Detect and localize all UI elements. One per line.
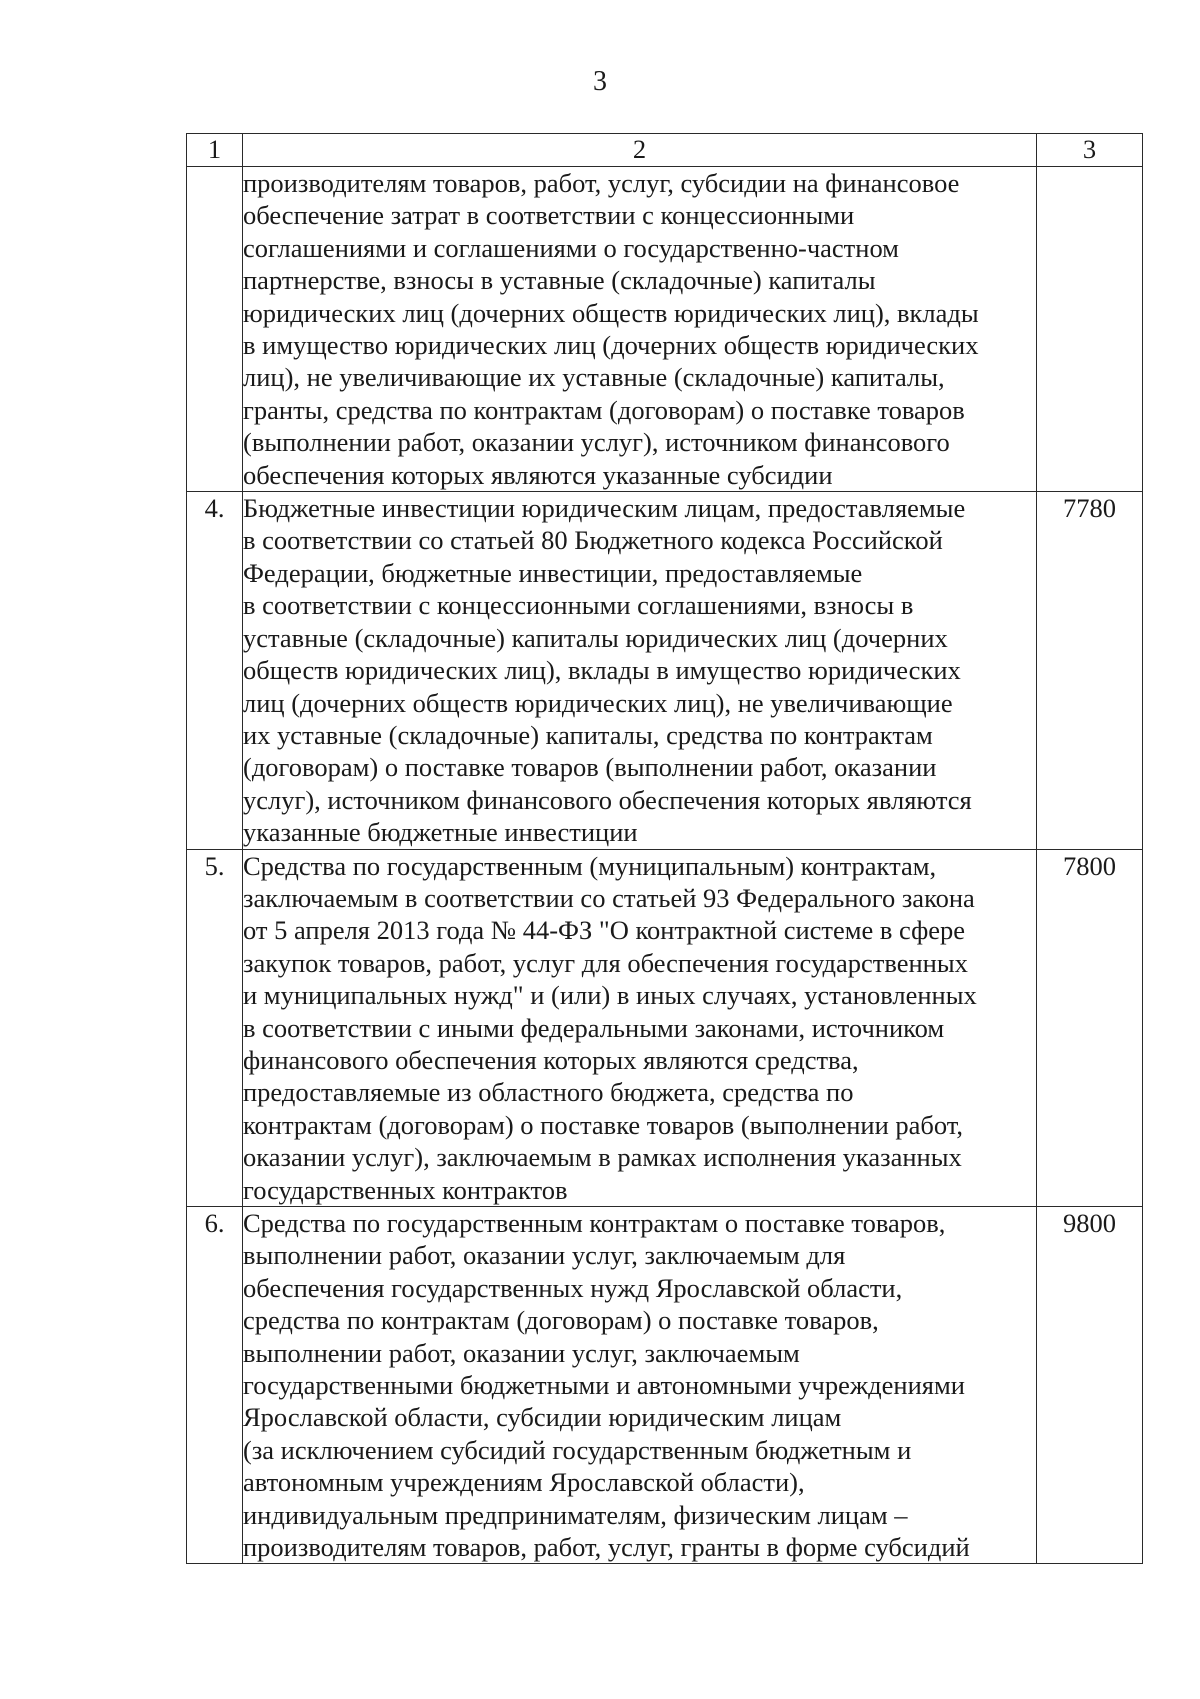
table-row (187, 849, 1143, 1206)
description-line: государственными бюджетными и автономными учреждениями (243, 1370, 965, 1401)
description-line: (выполнении работ, оказании услуг), источником финансового (243, 427, 950, 458)
row-number: 4. (187, 492, 243, 849)
description-line: (за исключением субсидий государственным бюджетным и (243, 1434, 912, 1465)
row-description (243, 1207, 1037, 1564)
description-line: от 5 апреля 2013 года № 44-ФЗ "О контрактной системе в сфере (243, 915, 966, 946)
description-line: указанные бюджетные инвестиции (243, 817, 638, 848)
row-number: 5. (187, 849, 243, 1206)
description-line: контрактам (договорам) о поставке товаров (выполнении работ, (243, 1109, 964, 1140)
description-line: и муниципальных нужд" и (или) в иных случаях, установленных (243, 980, 977, 1011)
description-line: закупок товаров, работ, услуг для обеспечения государственных (243, 947, 968, 978)
description-line: уставные (складочные) капиталы юридических лиц (дочерних (243, 622, 948, 653)
description-line: в соответствии со статьей 80 Бюджетного кодекса Российской (243, 525, 943, 556)
table-header-row (187, 134, 1143, 167)
description-line: лиц (дочерних обществ юридических лиц), не увеличивающие (243, 687, 953, 718)
description-line: государственных контрактов (243, 1174, 568, 1205)
row-code: 7780 (1037, 492, 1143, 849)
page-number: 3 (593, 66, 607, 97)
row-description (243, 167, 1037, 492)
column-header-2: 2 (243, 134, 1037, 167)
description-line: лиц), не увеличивающие их уставные (складочные) капиталы, (243, 362, 945, 393)
description-line: в имущество юридических лиц (дочерних обществ юридических (243, 330, 979, 361)
description-line: услуг), источником финансового обеспечения которых являются (243, 784, 972, 815)
description-line: обеспечения государственных нужд Ярославской области, (243, 1272, 903, 1303)
description-line: Федерации, бюджетные инвестиции, предоставляемые (243, 557, 863, 588)
description-line: партнерстве, взносы в уставные (складочные) капиталы (243, 265, 876, 296)
description-line: их уставные (складочные) капиталы, средства по контрактам (243, 719, 933, 750)
description-line: индивидуальным предпринимателям, физическим лицам – (243, 1499, 908, 1530)
table-row (187, 1207, 1143, 1564)
column-header-1: 1 (187, 134, 243, 167)
description-line: производителям товаров, работ, услуг, гранты в форме субсидий (243, 1532, 970, 1563)
description-line: соглашениями и соглашениями о государственно-частном (243, 232, 899, 263)
description-line: финансового обеспечения которых являются средства, (243, 1044, 859, 1075)
row-description (243, 492, 1037, 849)
row-number: 6. (187, 1207, 243, 1564)
description-line: средства по контрактам (договорам) о поставке товаров, (243, 1305, 879, 1336)
description-line: заключаемым в соответствии со статьей 93 Федерального закона (243, 882, 975, 913)
description-line: обеспечение затрат в соответствии с концессионными (243, 200, 855, 231)
description-line: выполнении работ, оказании услуг, заключаемым для (243, 1240, 846, 1271)
description-line: предоставляемые из областного бюджета, средства по (243, 1077, 854, 1108)
table-body (187, 167, 1143, 1564)
description-line: обеспечения которых являются указанные субсидии (243, 459, 833, 490)
description-line: обществ юридических лиц), вклады в имущество юридических (243, 655, 961, 686)
description-line: Средства по государственным (муниципальным) контрактам, (243, 850, 937, 881)
description-line: автономным учреждениям Ярославской области), (243, 1467, 805, 1498)
row-description (243, 849, 1037, 1206)
description-line: оказании услуг), заключаемым в рамках исполнения указанных (243, 1142, 962, 1173)
description-line: Бюджетные инвестиции юридическим лицам, предоставляемые (243, 493, 966, 524)
description-line: в соответствии с концессионными соглашениями, взносы в (243, 590, 914, 621)
description-line: (договорам) о поставке товаров (выполнении работ, оказании (243, 752, 937, 783)
description-line: Ярославской области, субсидии юридическим лицам (243, 1402, 842, 1433)
classification-table (186, 133, 1143, 1564)
column-header-3: 3 (1037, 134, 1143, 167)
description-line: в соответствии с иными федеральными законами, источником (243, 1012, 945, 1043)
description-line: гранты, средства по контрактам (договорам) о поставке товаров (243, 394, 965, 425)
description-line: юридических лиц (дочерних обществ юридических лиц), вклады (243, 297, 979, 328)
description-line: Средства по государственным контрактам о поставке товаров, (243, 1208, 946, 1238)
description-line: выполнении работ, оказании услуг, заключаемым (243, 1337, 800, 1368)
row-number (187, 167, 243, 492)
table-row (187, 167, 1143, 492)
row-code: 9800 (1037, 1207, 1143, 1564)
row-code: 7800 (1037, 849, 1143, 1206)
row-code (1037, 167, 1143, 492)
description-line: производителям товаров, работ, услуг, субсидии на финансовое (243, 168, 960, 198)
table-row (187, 492, 1143, 849)
